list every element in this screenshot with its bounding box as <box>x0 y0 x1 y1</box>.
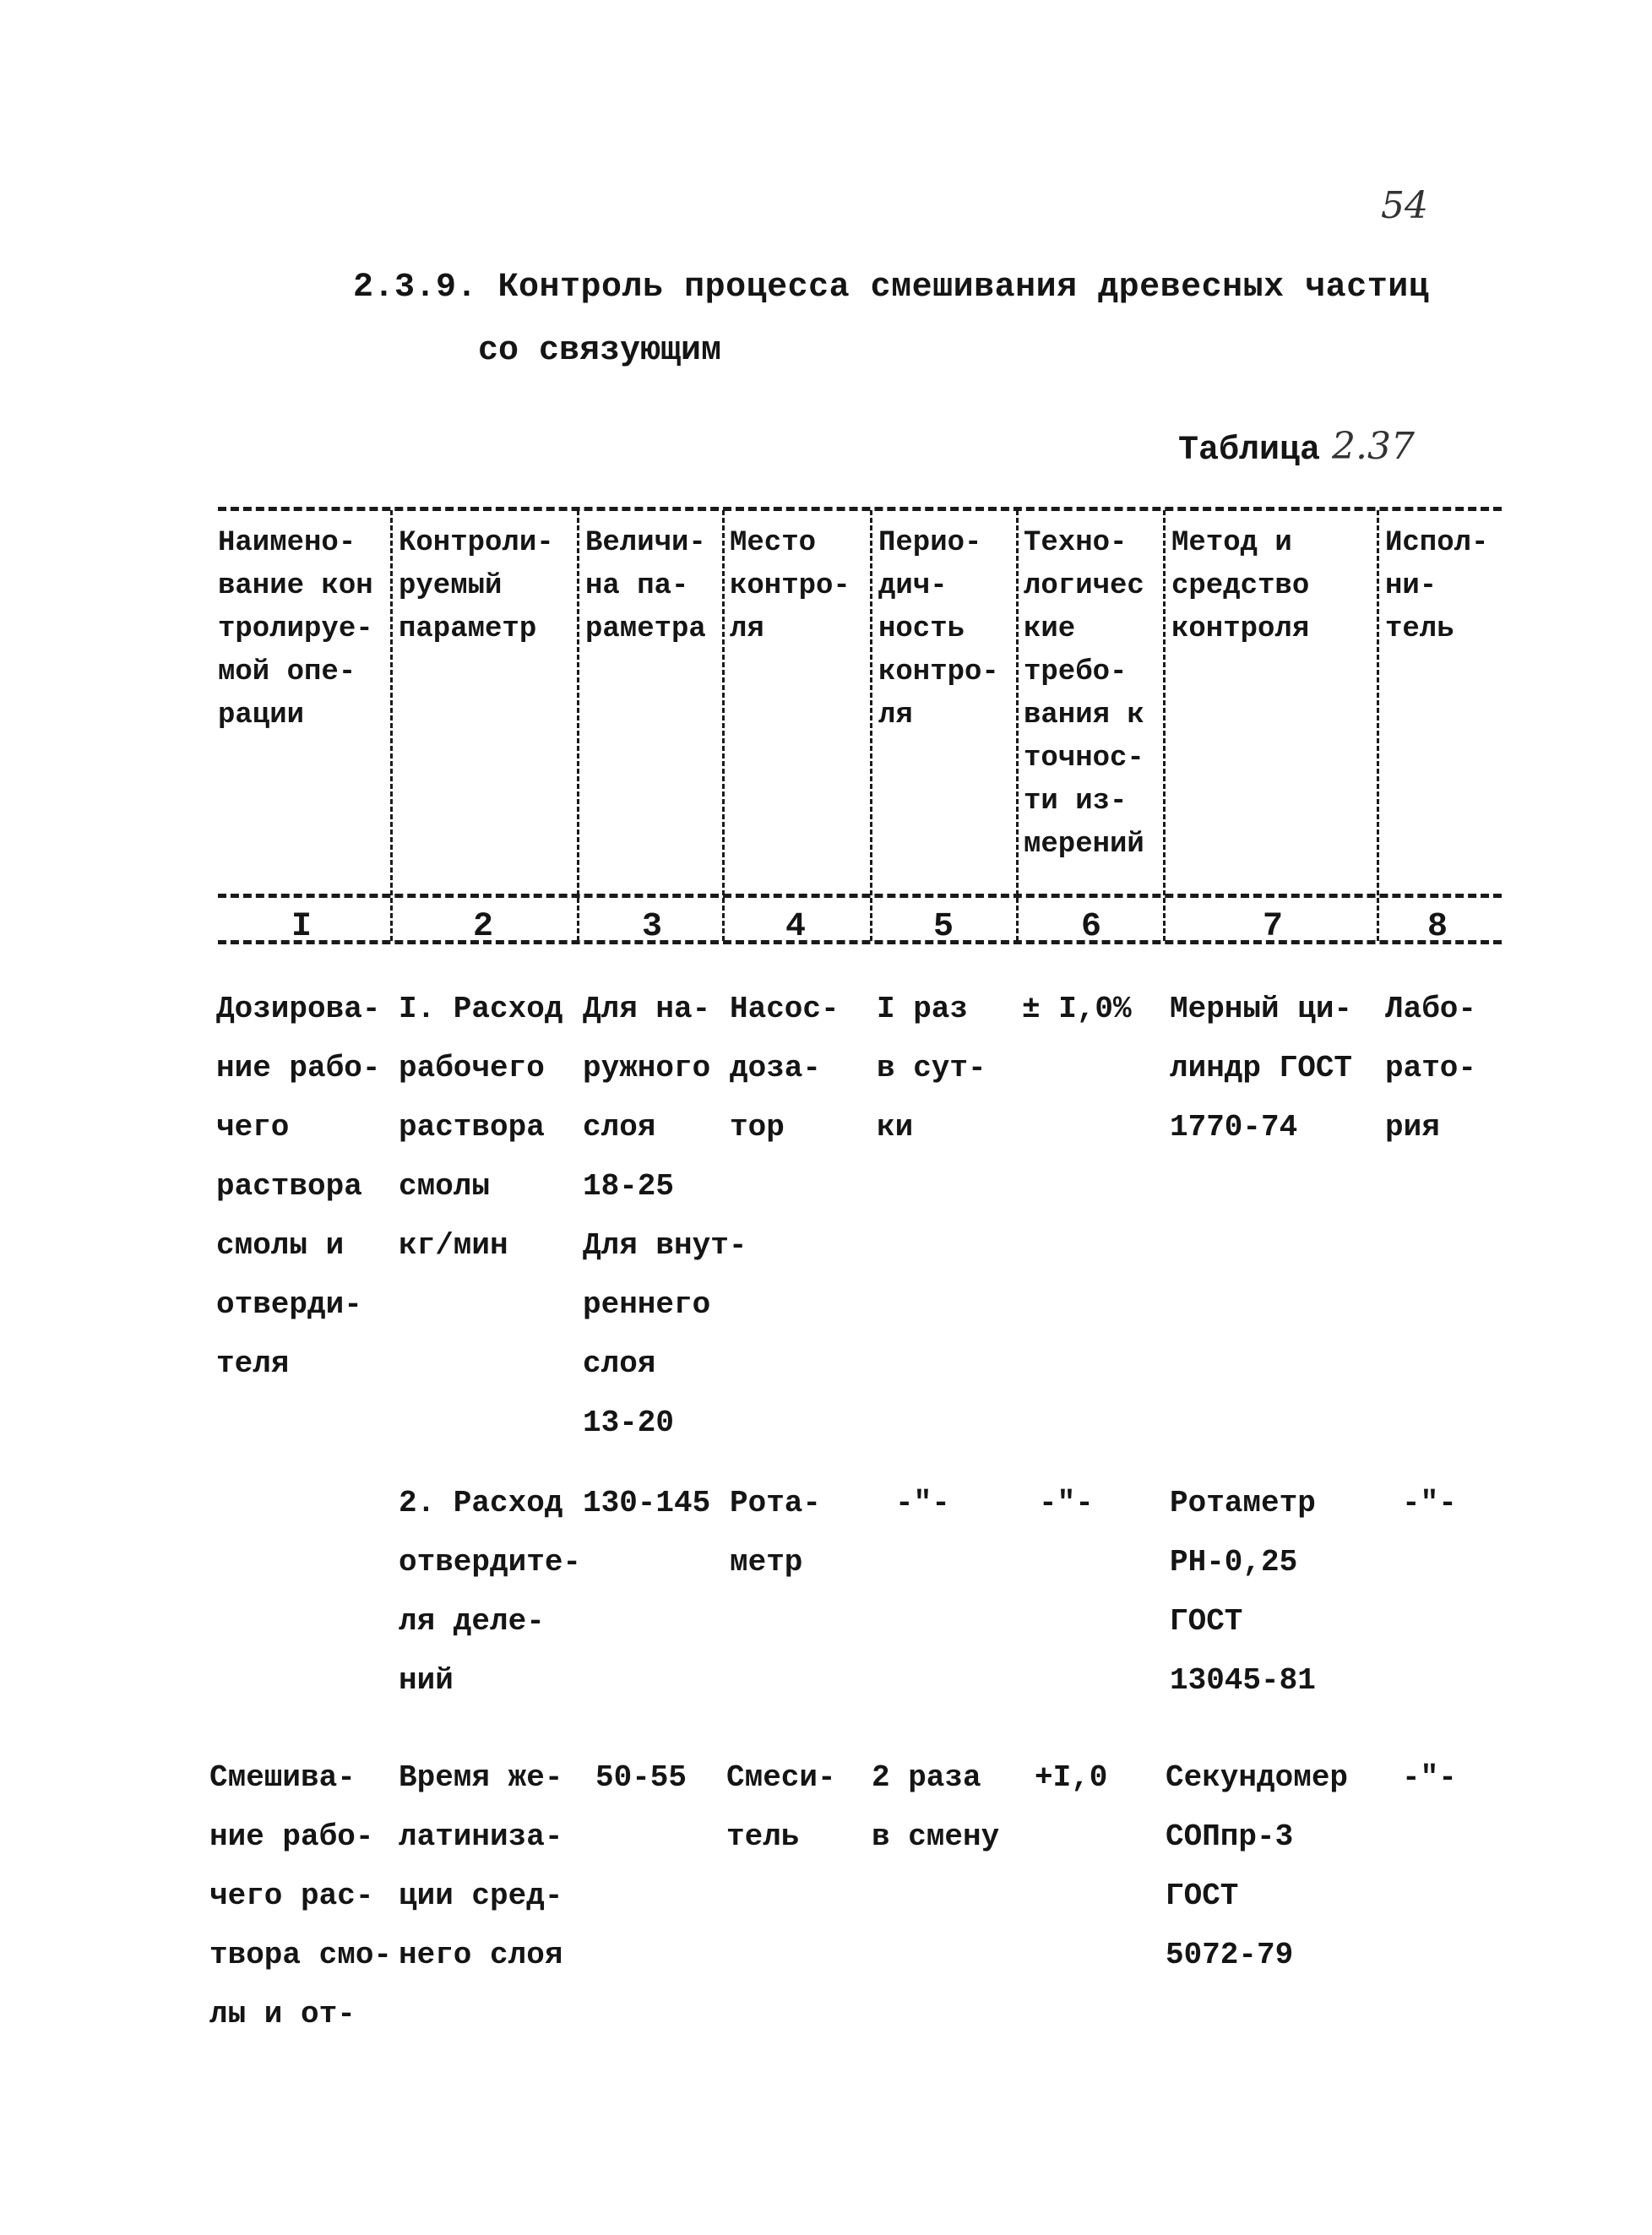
column-separator <box>870 510 872 941</box>
column-separator <box>722 510 725 941</box>
table-cell: Мерный ци- линдр ГОСТ 1770-74 <box>1170 992 1353 1145</box>
column-number: 8 <box>1427 908 1448 946</box>
column-number: 6 <box>1081 908 1102 946</box>
table-label <box>1178 425 1415 470</box>
header-cell: Величи- на па- раметра <box>585 527 706 645</box>
table-cell: Секундомер СОПпр-3 ГОСТ 5072-79 <box>1166 1760 1349 1972</box>
table-cell: 50-55 <box>595 1760 687 1795</box>
column-number: 2 <box>473 908 494 946</box>
column-number: 7 <box>1263 908 1284 946</box>
table-cell: +I,0 <box>1035 1760 1108 1795</box>
table-cell: I раз в сут- ки <box>877 992 986 1145</box>
table-cell: Смешива- ние рабо- чего рас- твора смо- лы и от- <box>209 1760 393 2031</box>
header-bottom-rule <box>218 894 1502 898</box>
page-title: 2.3.9. Контроль процесса смешивания древесных частиц <box>353 269 1430 307</box>
column-separator <box>1163 510 1166 941</box>
table-cell: Насос- доза- тор <box>730 992 840 1145</box>
header-cell: Перио- дич- ность контро- ля <box>878 527 999 731</box>
table-cell: Для на- ружного слоя 18-25 Для внут- реннего слоя 13-20 <box>583 992 747 1440</box>
table-cell: Время же- латиниза- ции сред- него слоя <box>399 1760 563 1972</box>
header-cell: Место контро- ля <box>730 527 850 645</box>
table-cell: 130-145 <box>583 1486 711 1520</box>
table-cell: -"- <box>1039 1486 1094 1520</box>
column-number: 3 <box>642 908 663 946</box>
table-cell: -"- <box>1402 1760 1457 1795</box>
column-number: 5 <box>933 908 954 946</box>
page-number: 54 <box>1381 184 1428 227</box>
table-cell: 2. Расход отвердите- ля деле- ний <box>399 1486 582 1698</box>
table-cell: Дозирова- ние рабо- чего раствора смолы и отверди- теля <box>216 992 381 1381</box>
table-cell: Рота- метр <box>730 1486 822 1580</box>
table-label-text: Таблица <box>1178 432 1321 470</box>
table-top-rule <box>218 507 1502 511</box>
header-cell: Метод и средство контроля <box>1171 527 1310 645</box>
table-cell: 2 раза в смену <box>872 1760 1000 1854</box>
column-separator <box>390 510 393 941</box>
column-number: I <box>291 908 312 946</box>
column-separator <box>577 510 579 941</box>
page-subtitle: со связующим <box>478 332 722 370</box>
column-number: 4 <box>785 908 807 946</box>
column-separator <box>1016 510 1019 941</box>
header-cell: Наимено- вание кон тролируе- мой опе- рации <box>218 527 373 731</box>
header-cell: Испол- ни- тель <box>1385 527 1489 645</box>
header-cell: Контроли- руемый параметр <box>399 527 554 645</box>
table-cell: Ротаметр РН-0,25 ГОСТ 13045-81 <box>1170 1486 1316 1698</box>
column-numbers-rule <box>218 940 1502 944</box>
table-cell: Смеси- тель <box>726 1760 836 1854</box>
table-number: 2.37 <box>1332 425 1415 468</box>
table-cell: Лабо- рато- рия <box>1385 992 1477 1145</box>
table-cell: ± I,0% <box>1022 992 1132 1026</box>
column-separator <box>1377 510 1379 941</box>
table-cell: I. Расход рабочего раствора смолы кг/мин <box>399 992 563 1263</box>
header-cell: Техно- логичес кие требо- вания к точнос- ти из- мерений <box>1024 527 1144 861</box>
table-cell: -"- <box>1402 1486 1457 1520</box>
table-cell: -"- <box>895 1486 950 1520</box>
